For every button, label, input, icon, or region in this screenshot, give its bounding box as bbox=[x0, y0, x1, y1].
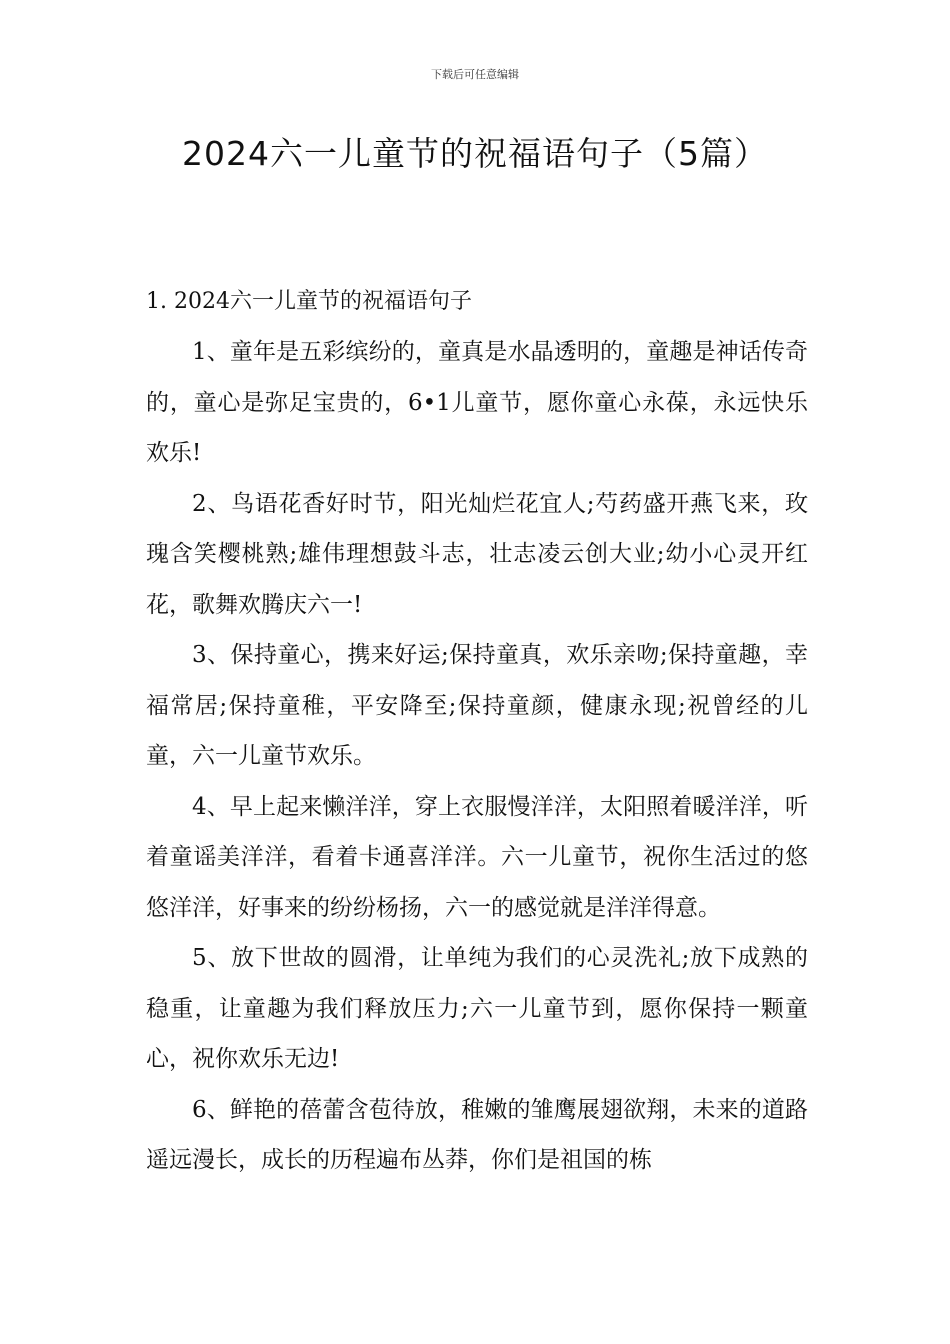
document-title: 2024六一儿童节的祝福语句子（5篇） bbox=[182, 134, 768, 173]
paragraph-1: 1、童年是五彩缤纷的，童真是水晶透明的，童趣是神话传奇的，童心是弥足宝贵的，6•1儿童节，愿你童心永葆，永远快乐欢乐! bbox=[146, 339, 808, 466]
document-body bbox=[146, 327, 808, 1186]
section-heading: 1. 2024六一儿童节的祝福语句子 bbox=[146, 289, 472, 314]
paragraph-6: 6、鲜艳的蓓蕾含苞待放，稚嫩的雏鹰展翅欲翔，未来的道路遥远漫长，成长的历程遍布丛莽，你们是祖国的栋 bbox=[146, 1096, 808, 1173]
paragraph-5: 5、放下世故的圆滑，让单纯为我们的心灵洗礼;放下成熟的稳重，让童趣为我们释放压力;六一儿童节到，愿你保持一颗童心，祝你欢乐无边! bbox=[146, 945, 808, 1072]
header-note: 下载后可任意编辑 bbox=[431, 68, 519, 81]
paragraph-4: 4、早上起来懒洋洋，穿上衣服慢洋洋，太阳照着暖洋洋，听着童谣美洋洋，看着卡通喜洋洋。六一儿童节，祝你生活过的悠悠洋洋，好事来的纷纷杨扬，六一的感觉就是洋洋得意。 bbox=[146, 793, 808, 921]
paragraph-2: 2、鸟语花香好时节，阳光灿烂花宜人;芍药盛开燕飞来，玫瑰含笑樱桃熟;雄伟理想鼓斗志，壮志凌云创大业;幼小心灵开红花，歌舞欢腾庆六一! bbox=[146, 490, 808, 618]
paragraph-3: 3、保持童心，携来好运;保持童真，欢乐亲吻;保持童趣，幸福常居;保持童稚，平安降至;保持童颜，健康永现;祝曾经的儿童，六一儿童节欢乐。 bbox=[146, 642, 808, 769]
